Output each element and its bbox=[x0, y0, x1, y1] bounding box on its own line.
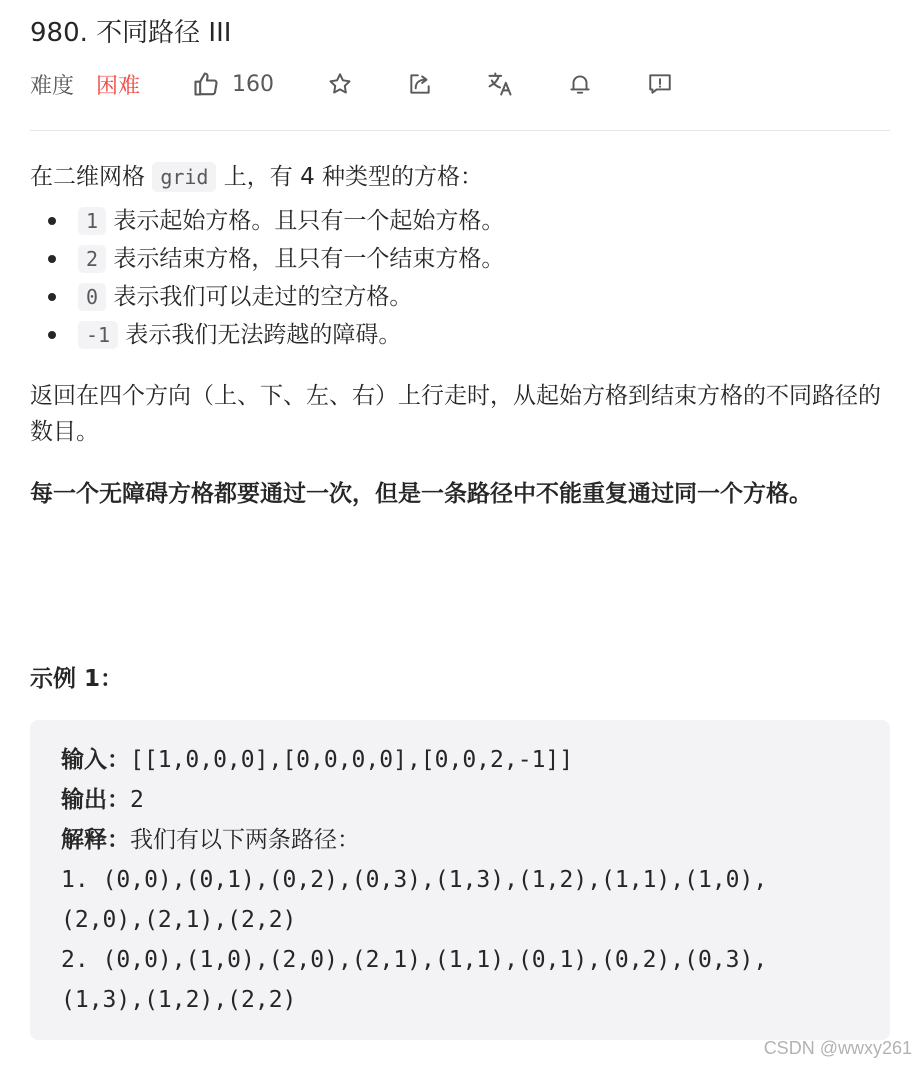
cell-type-list bbox=[30, 202, 895, 354]
cell-type-code: -1 bbox=[78, 321, 118, 349]
like-count: 160 bbox=[232, 71, 275, 97]
list-item bbox=[78, 278, 895, 316]
example-lines bbox=[61, 740, 767, 1020]
explain-text: 我们有以下两条路径： bbox=[130, 827, 360, 853]
path-line: (2,0),(2,1),(2,2) bbox=[61, 907, 297, 933]
thumbs-up-icon bbox=[192, 70, 220, 98]
constraint-paragraph: 每一个无障碍方格都要通过一次，但是一条路径中不能重复通过同一个方格。 bbox=[30, 481, 812, 507]
share-button[interactable] bbox=[404, 68, 436, 100]
return-paragraph: 返回在四个方向（上、下、左、右）上行走时，从起始方格到结束方格的不同路径的数目。 bbox=[30, 383, 881, 445]
input-label: 输入： bbox=[61, 747, 130, 773]
list-item bbox=[78, 202, 895, 240]
watermark: CSDN @wwxy261 bbox=[763, 1038, 912, 1058]
cell-type-code: 0 bbox=[78, 283, 106, 311]
cell-type-code: 1 bbox=[78, 207, 106, 235]
cell-type-text: 表示我们可以走过的空方格。 bbox=[113, 284, 413, 310]
cell-type-text: 表示起始方格。且只有一个起始方格。 bbox=[113, 208, 505, 234]
difficulty-badge: 困难 bbox=[96, 73, 141, 99]
favorite-button[interactable] bbox=[324, 68, 356, 100]
output-value: 2 bbox=[130, 787, 144, 813]
header-divider bbox=[30, 130, 890, 131]
difficulty-label: 难度 bbox=[30, 73, 75, 99]
cell-type-text: 表示我们无法跨越的障碍。 bbox=[125, 322, 402, 348]
star-icon bbox=[327, 71, 353, 97]
input-value: [[1,0,0,0],[0,0,0,0],[0,0,2,-1]] bbox=[130, 747, 574, 773]
problem-meta-bar bbox=[30, 64, 676, 104]
intro-text-prefix: 在二维网格 bbox=[30, 164, 153, 190]
explain-label: 解释： bbox=[61, 827, 130, 853]
share-icon bbox=[407, 71, 433, 97]
cell-type-code: 2 bbox=[78, 245, 106, 273]
list-item bbox=[78, 240, 895, 278]
path-line: 1. (0,0),(0,1),(0,2),(0,3),(1,3),(1,2),(1,1),(1,0), bbox=[61, 867, 768, 893]
inline-code-grid: grid bbox=[152, 162, 216, 192]
bell-icon bbox=[567, 71, 593, 97]
feedback-icon bbox=[647, 71, 673, 97]
problem-description bbox=[30, 158, 895, 512]
like-button[interactable] bbox=[192, 70, 274, 98]
path-line: 2. (0,0),(1,0),(2,0),(2,1),(1,1),(0,1),(0,2),(0,3), bbox=[61, 947, 768, 973]
example-title: 示例 1： bbox=[30, 666, 124, 692]
list-item bbox=[78, 316, 895, 354]
translate-icon bbox=[486, 70, 514, 98]
output-label: 输出： bbox=[61, 787, 130, 813]
path-line: (1,3),(1,2),(2,2) bbox=[61, 987, 297, 1013]
intro-paragraph bbox=[30, 158, 895, 196]
translate-button[interactable] bbox=[484, 68, 516, 100]
intro-text-suffix: 上，有 4 种类型的方格： bbox=[216, 164, 484, 190]
feedback-button[interactable] bbox=[644, 68, 676, 100]
cell-type-text: 表示结束方格，且只有一个结束方格。 bbox=[113, 246, 505, 272]
example-block bbox=[30, 720, 890, 1040]
subscribe-button[interactable] bbox=[564, 68, 596, 100]
problem-title: 980. 不同路径 III bbox=[30, 18, 232, 48]
